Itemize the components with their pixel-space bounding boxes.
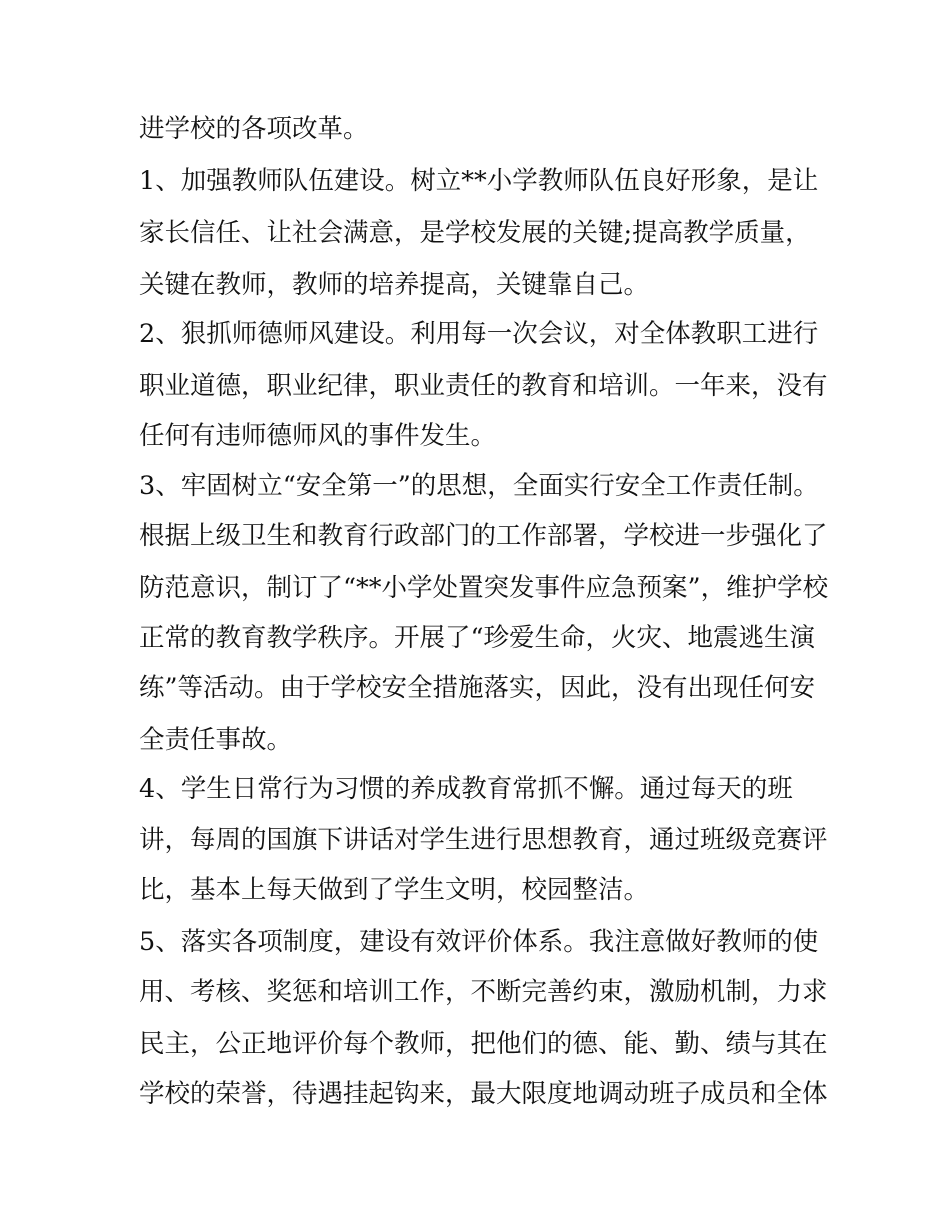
text-line: 学校的荣誉，待遇挂起钩来，最大限度地调动班子成员和全体 bbox=[139, 1079, 828, 1109]
text-line: 关键在教师，教师的培养提高，关键靠自己。 bbox=[139, 270, 650, 300]
text-line: 职业道德，职业纪律，职业责任的教育和培训。一年来，没有 bbox=[139, 371, 828, 401]
text-line: 任何有违师德师风的事件发生。 bbox=[139, 421, 497, 451]
text-line: 1、加强教师队伍建设。树立**小学教师队伍良好形象，是让 bbox=[139, 166, 819, 196]
text-line: 全责任事故。 bbox=[139, 725, 293, 755]
text-line: 3、牢固树立“安全第一”的思想，全面实行安全工作责任制。 bbox=[139, 471, 819, 501]
text-line: 2、狠抓师德师风建设。利用每一次会议，对全体教职工进行 bbox=[139, 319, 819, 349]
text-line: 家长信任、让社会满意，是学校发展的关键;提高教学质量， bbox=[139, 218, 811, 248]
text-line: 5、落实各项制度，建设有效评价体系。我注意做好教师的使 bbox=[139, 927, 819, 957]
text-line: 4、学生日常行为习惯的养成教育常抓不懈。通过每天的班 bbox=[139, 774, 793, 804]
text-line: 讲，每周的国旗下讲话对学生进行思想教育，通过班级竞赛评 bbox=[139, 825, 828, 855]
text-line: 比，基本上每天做到了学生文明，校园整洁。 bbox=[139, 875, 650, 905]
text-line: 用、考核、奖惩和培训工作，不断完善约束，激励机制，力求 bbox=[139, 977, 828, 1007]
text-line: 民主，公正地评价每个教师，把他们的德、能、勤、绩与其在 bbox=[139, 1029, 828, 1059]
text-line: 根据上级卫生和教育行政部门的工作部署，学校进一步强化了 bbox=[139, 521, 828, 551]
text-line: 防范意识，制订了“**小学处置突发事件应急预案”，维护学校 bbox=[139, 573, 829, 603]
text-line: 正常的教育教学秩序。开展了“珍爱生命，火灾、地震逃生演 bbox=[139, 623, 816, 653]
text-line: 进学校的各项改革。 bbox=[139, 114, 369, 144]
text-line: 练”等活动。由于学校安全措施落实，因此，没有出现任何安 bbox=[139, 673, 816, 703]
